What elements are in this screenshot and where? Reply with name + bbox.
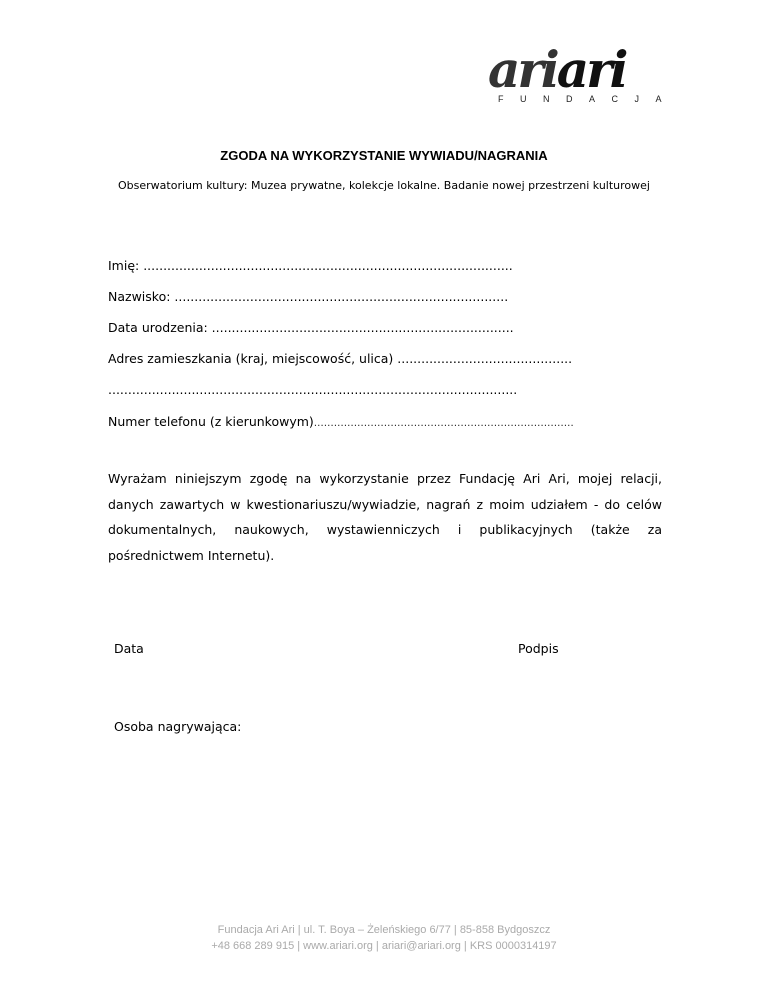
- field-address: Adres zamieszkania (kraj, miejscowość, ulica) ............................................: [108, 351, 573, 366]
- logo-subtitle: FUNDACJA: [498, 94, 679, 104]
- logo-word-a: ari: [488, 40, 557, 99]
- foundation-logo: [484, 40, 679, 112]
- field-birth-date: Data urodzenia: ............................................................................: [108, 320, 514, 335]
- footer-address: Fundacja Ari Ari | ul. T. Boya – Żeleńskiego 6/77 | 85-858 Bydgoszcz: [217, 924, 551, 936]
- signature-label: Podpis: [518, 641, 559, 656]
- field-first-name: Imię: .............................................................................................: [108, 258, 513, 273]
- field-phone-dots: ……………………………………………………………………: [313, 418, 574, 429]
- logo-wordmark: [488, 42, 625, 98]
- field-last-name: Nazwisko: ....................................................................................: [108, 289, 509, 304]
- logo-word-b: ari: [556, 40, 626, 99]
- date-label: Data: [114, 641, 144, 656]
- consent-paragraph: Wyrażam niniejszym zgodę na wykorzystanie przez Fundację Ari Ari, mojej relacji, danych zawartych w kwestionariuszu/wywiadzie, nagrań z moim udziałem - do celów dokumentalnych, naukowych, wystawienniczych i publikacyjnych (także za pośrednictwem Internetu).: [108, 471, 662, 563]
- document-title: ZGODA NA WYKORZYSTANIE WYWIADU/NAGRANIA: [220, 148, 548, 163]
- recorder-label: Osoba nagrywająca:: [114, 719, 242, 734]
- footer-contact: +48 668 289 915 | www.ariari.org | ariari@ariari.org | KRS 0000314197: [211, 940, 557, 952]
- document-subtitle: Obserwatorium kultury: Muzea prywatne, kolekcje lokalne. Badanie nowej przestrzeni kulturowej: [118, 179, 650, 192]
- field-address-continued: .......................................................................................................: [108, 382, 518, 397]
- field-phone: [108, 414, 574, 429]
- field-phone-label: Numer telefonu (z kierunkowym): [108, 414, 314, 429]
